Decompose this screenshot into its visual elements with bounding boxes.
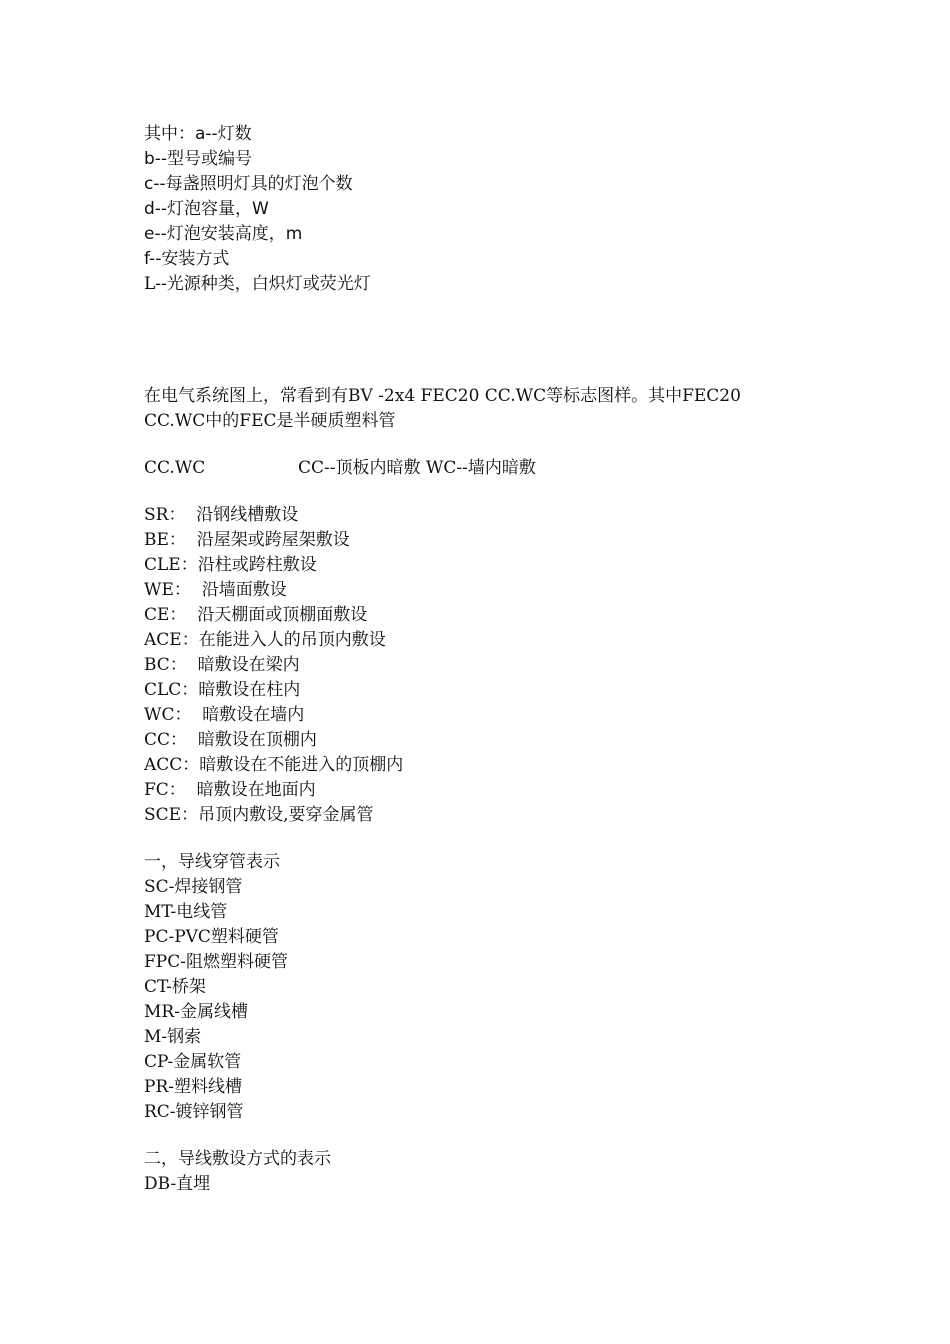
laying-code: BE：	[144, 530, 197, 550]
section-two	[144, 1147, 844, 1197]
list-item: SC-焊接钢管	[144, 877, 243, 897]
list-item: PC-PVC塑料硬管	[144, 927, 279, 947]
list-item: MR-金属线槽	[144, 1002, 248, 1022]
spacer	[144, 1125, 844, 1147]
laying-desc: 吊顶内敷设,要穿金属管	[198, 805, 374, 825]
spacer	[144, 828, 844, 850]
laying-code: ACE：	[144, 630, 199, 650]
list-item: FPC-阻燃塑料硬管	[144, 952, 288, 972]
spacer	[144, 434, 844, 456]
laying-code: FC：	[144, 780, 197, 800]
list-item	[144, 553, 844, 578]
list-item: MT-电线管	[144, 902, 228, 922]
laying-code: WE：	[144, 580, 202, 600]
list-item: DB-直埋	[144, 1174, 211, 1194]
spacer	[144, 481, 844, 503]
spacer	[144, 297, 844, 384]
list-item	[144, 753, 844, 778]
list-item: M-钢索	[144, 1027, 202, 1047]
laying-desc: 沿天棚面或顶棚面敷设	[197, 605, 368, 625]
laying-desc: 暗敷设在不能进入的顶棚内	[199, 755, 404, 775]
laying-code: WC：	[144, 705, 203, 725]
lamp-legend-item: b--型号或编号	[144, 149, 253, 169]
list-item	[144, 578, 844, 603]
laying-desc: 在能进入人的吊顶内敷设	[198, 630, 386, 650]
list-item	[144, 778, 844, 803]
laying-codes-list	[144, 503, 844, 828]
list-item	[144, 803, 844, 828]
list-item	[144, 703, 844, 728]
lamp-legend-item: e--灯泡安装高度，m	[144, 224, 303, 244]
lamp-legend	[144, 122, 844, 297]
list-item: RC-镀锌钢管	[144, 1102, 244, 1122]
list-item: CT-桥架	[144, 977, 206, 997]
section-heading: 二，导线敷设方式的表示	[144, 1149, 331, 1169]
laying-desc: 暗敷设在柱内	[198, 680, 301, 700]
laying-desc: 沿钢线槽敷设	[196, 505, 299, 525]
laying-code: CLC：	[144, 680, 199, 700]
laying-desc: 暗敷设在顶棚内	[197, 730, 317, 750]
note-paragraph: 在电气系统图上，常看到有BV -2x4 FEC20 CC.WC等标志图样。其中FEC20 CC.WC中的FEC是半硬质塑料管	[144, 386, 741, 431]
lamp-legend-item: d--灯泡容量，W	[144, 199, 269, 219]
lamp-legend-item: c--每盏照明灯具的灯泡个数	[144, 174, 353, 194]
list-item	[144, 628, 844, 653]
list-item: PR-塑料线槽	[144, 1077, 242, 1097]
lamp-legend-item: L--光源种类，白炽灯或荧光灯	[144, 274, 371, 294]
lamp-legend-intro: 其中：a--灯数	[144, 124, 252, 144]
laying-code: CLE：	[144, 555, 198, 575]
list-item	[144, 528, 844, 553]
cc-wc-desc: CC--顶板内暗敷 WC--墙内暗敷	[298, 458, 536, 478]
laying-desc: 暗敷设在梁内	[197, 655, 300, 675]
laying-code: ACC：	[144, 755, 200, 775]
section-heading: 一，导线穿管表示	[144, 852, 280, 872]
list-item	[144, 728, 844, 753]
lamp-legend-item: f--安装方式	[144, 249, 230, 269]
laying-code: SR：	[144, 505, 197, 525]
laying-desc: 沿屋架或跨屋架敷设	[196, 530, 350, 550]
list-item	[144, 503, 844, 528]
document-page	[144, 122, 844, 1197]
laying-code: SCE：	[144, 805, 199, 825]
list-item	[144, 678, 844, 703]
laying-desc: 沿墙面敷设	[201, 580, 287, 600]
section-one	[144, 850, 844, 1125]
cc-wc-code: CC.WC	[144, 458, 206, 478]
laying-desc: 暗敷设在地面内	[196, 780, 316, 800]
list-item	[144, 653, 844, 678]
laying-desc: 暗敷设在墙内	[202, 705, 305, 725]
list-item	[144, 603, 844, 628]
laying-code: CC：	[144, 730, 198, 750]
laying-code: CE：	[144, 605, 198, 625]
list-item: CP-金属软管	[144, 1052, 242, 1072]
cc-wc-line	[144, 456, 844, 481]
laying-desc: 沿柱或跨柱敷设	[197, 555, 317, 575]
laying-code: BC：	[144, 655, 198, 675]
